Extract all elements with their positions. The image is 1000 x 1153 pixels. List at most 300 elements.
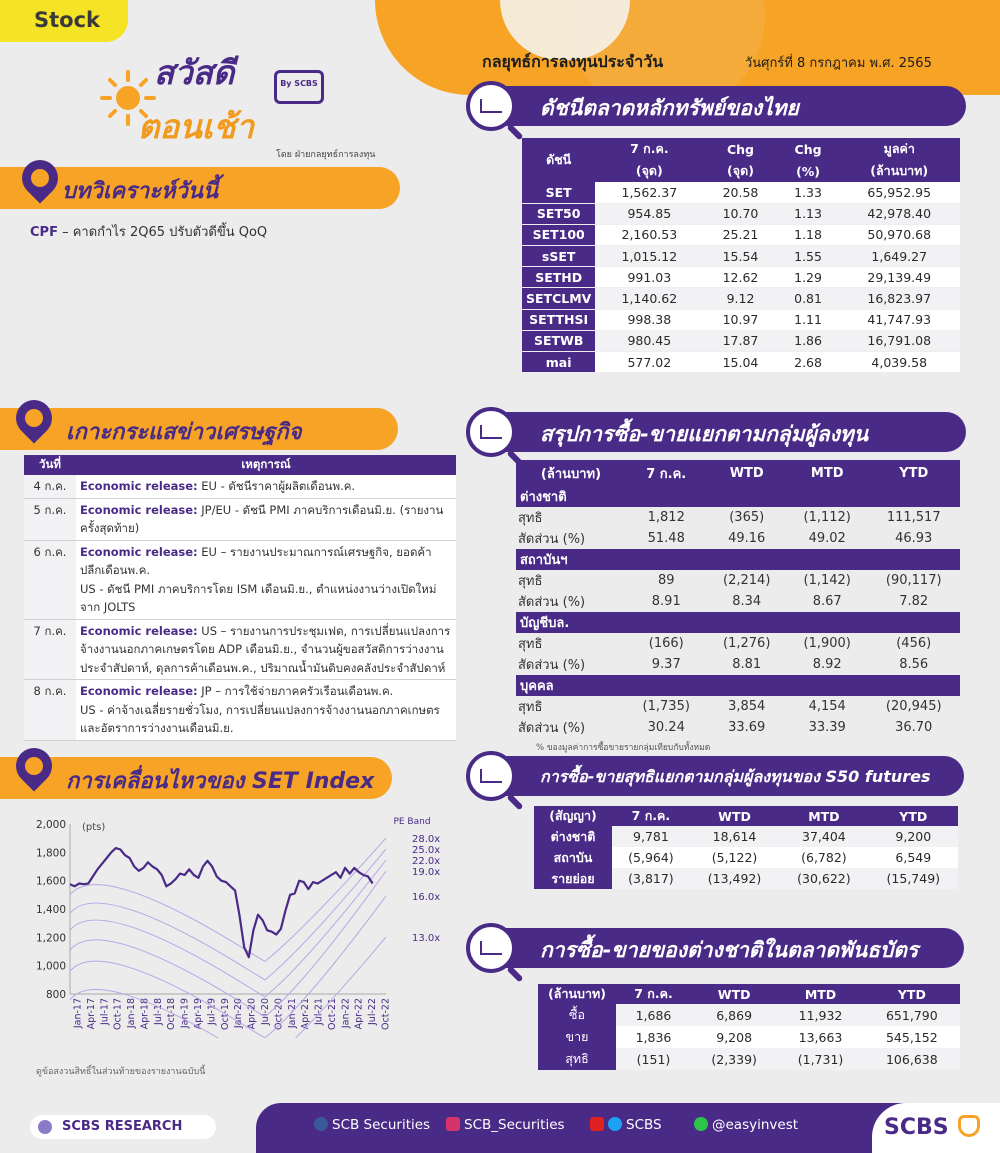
cell: 9,200 <box>869 826 958 847</box>
news-text: JP – การใช้จ่ายภาคครัวเรือนเดือนพ.ค. <box>197 684 394 698</box>
col-event: เหตุการณ์ <box>76 455 456 475</box>
table-row <box>516 654 960 675</box>
search-icon <box>38 1120 52 1134</box>
futures-table <box>534 806 958 889</box>
cell: 2.68 <box>778 352 839 373</box>
news-line <box>80 701 452 738</box>
cell: 577.02 <box>595 352 703 373</box>
table-row <box>522 267 960 288</box>
cell: 25.21 <box>703 224 777 245</box>
col-date: 7 ก.ค. <box>626 460 706 486</box>
row-label: สุทธิ <box>518 574 543 589</box>
cell: 6,549 <box>869 847 958 868</box>
cell: 8.91 <box>651 594 681 609</box>
cell: 1,686 <box>616 1004 691 1026</box>
cell: 9,781 <box>612 826 690 847</box>
news-tag: Economic release: <box>80 479 198 493</box>
table-row <box>516 696 960 717</box>
line-icon <box>694 1117 708 1131</box>
x-tick-label: Jul-21 <box>313 998 325 1025</box>
cell: 1,649.27 <box>838 246 960 267</box>
news-event <box>76 680 456 741</box>
byline: โดย ฝ่ายกลยุทธ์การลงทุน <box>276 150 376 160</box>
facebook-label: SCB Securities <box>332 1117 431 1133</box>
cell: (20,945) <box>885 699 942 714</box>
magnifier-chart-icon <box>466 923 516 973</box>
cell: 16,823.97 <box>838 288 960 309</box>
facebook-icon <box>314 1117 328 1131</box>
row-label: ขาย <box>538 1026 616 1048</box>
cell: (456) <box>896 636 932 651</box>
x-tick-label: Oct-19 <box>219 998 231 1030</box>
group-row <box>516 486 960 507</box>
table-row <box>534 847 958 868</box>
row-label: ต่างชาติ <box>534 826 612 847</box>
cell: 2,160.53 <box>595 224 703 245</box>
row-label: รายย่อย <box>534 868 612 889</box>
pe-band-title: PE Band <box>393 817 431 827</box>
cell: (2,214) <box>723 573 771 588</box>
cell: (5,122) <box>690 847 779 868</box>
facebook-link[interactable] <box>314 1117 430 1133</box>
research-label: SCBS RESEARCH <box>62 1119 183 1134</box>
table-row <box>516 633 960 654</box>
x-tick-label: Jan-18 <box>126 998 138 1029</box>
x-tick-label: Jan-20 <box>233 998 245 1029</box>
x-tick-label: Jul-18 <box>152 998 164 1025</box>
pe-band-label: 22.0x <box>412 856 441 867</box>
set-index-chart <box>24 808 454 1038</box>
index-name: SET100 <box>522 224 595 245</box>
group-label: บุคคล <box>516 675 960 696</box>
row-label: สุทธิ <box>518 511 543 526</box>
set-index-header <box>478 86 966 126</box>
index-name: SET50 <box>522 203 595 224</box>
pe-band-label: 25.0x <box>412 845 441 856</box>
col-date: 7 ก.ค. <box>612 806 690 826</box>
y-axis-label: (pts) <box>82 822 106 833</box>
cell: 8.67 <box>812 594 842 609</box>
instagram-icon <box>446 1117 460 1131</box>
chart-title: การเคลื่อนไหวของ SET Index <box>66 769 375 794</box>
cell: 50,970.68 <box>838 224 960 245</box>
table-row <box>522 352 960 373</box>
news-tag: Economic release: <box>80 544 198 559</box>
table-row <box>538 1004 960 1026</box>
group-row <box>516 675 960 696</box>
col-ytd: YTD <box>867 460 960 486</box>
news-text: JP/EU - ดัชนี PMI ภาคบริการเดือนมิ.ย. (รายงานครั้งสุดท้าย) <box>80 502 444 535</box>
col-value: มูลค่า <box>838 138 960 160</box>
analysis-symbol[interactable]: CPF <box>30 225 58 240</box>
index-name: SETWB <box>522 330 595 351</box>
cell: 6,869 <box>691 1004 777 1026</box>
cell: 17.87 <box>703 330 777 351</box>
magnifier-chart-icon <box>466 751 516 801</box>
analysis-text <box>30 221 267 242</box>
cell: 33.69 <box>728 720 766 735</box>
investor-summary-title: สรุปการซื้อ-ขายแยกตามกลุ่มผู้ลงทุน <box>540 422 869 446</box>
cell: 8.81 <box>732 657 762 672</box>
research-badge[interactable] <box>30 1115 216 1139</box>
col-chg-pts: Chg <box>703 138 777 160</box>
magnifier-chart-icon <box>466 407 516 457</box>
cell: 1,562.37 <box>595 182 703 203</box>
chart-disclaimer: ดูข้อสงวนสิทธิ์ในส่วนท้ายของรายงานฉบับนี้ <box>36 1067 206 1077</box>
index-name: sSET <box>522 246 595 267</box>
logo-cup-icon: By SCBS <box>274 70 324 104</box>
investor-summary-table <box>516 460 960 756</box>
cell: 1,015.12 <box>595 246 703 267</box>
cell: 10.70 <box>703 203 777 224</box>
news-event <box>76 619 456 680</box>
cell: 8.92 <box>812 657 842 672</box>
pe-band-line <box>70 871 386 1017</box>
news-row <box>24 540 456 619</box>
news-line <box>80 501 452 538</box>
index-name: SETCLMV <box>522 288 595 309</box>
table-row <box>534 826 958 847</box>
news-date: 7 ก.ค. <box>24 619 76 680</box>
col-wtd: WTD <box>706 460 786 486</box>
logo-text-2: ตอนเช้า <box>138 107 255 146</box>
cell: (1,735) <box>642 699 690 714</box>
group-label: ต่างชาติ <box>516 486 960 507</box>
cell: 12.62 <box>703 267 777 288</box>
cell: 3,854 <box>728 699 766 714</box>
footnote: % ของมูลค่าการซื้อขายรายกลุ่มเทียบกับทั้งหมด <box>536 743 711 753</box>
cell: 545,152 <box>864 1026 960 1048</box>
cell: 29,139.49 <box>838 267 960 288</box>
cell: 33.39 <box>808 720 846 735</box>
row-label: สัดส่วน (%) <box>518 658 586 673</box>
cell: 9.37 <box>651 657 681 672</box>
col-wtd: WTD <box>691 984 777 1004</box>
scbs-emblem-icon <box>958 1115 980 1137</box>
scbs-brand: SCBS <box>884 1115 949 1140</box>
cell: 111,517 <box>886 510 941 525</box>
pe-band-label: 16.0x <box>412 892 441 903</box>
col-unit: (ล้านบาท) <box>538 984 616 1004</box>
cell: 10.97 <box>703 309 777 330</box>
table-row <box>522 203 960 224</box>
cell: 37,404 <box>779 826 868 847</box>
pe-band-label: 28.0x <box>412 834 441 845</box>
cell: (15,749) <box>869 868 958 889</box>
unit-pts: (จุด) <box>595 160 703 182</box>
y-tick-label: 1,000 <box>35 960 66 973</box>
x-tick-label: Jul-22 <box>367 998 379 1025</box>
pe-band-label: 19.0x <box>412 867 441 878</box>
cell: 15.04 <box>703 352 777 373</box>
cell: 1.13 <box>778 203 839 224</box>
cell: 1,812 <box>647 510 685 525</box>
cell: (13,492) <box>690 868 779 889</box>
row-label: สัดส่วน (%) <box>518 595 586 610</box>
row-label: สุทธิ <box>518 637 543 652</box>
news-date: 8 ก.ค. <box>24 680 76 741</box>
cell: (6,782) <box>779 847 868 868</box>
futures-header <box>478 756 964 796</box>
instagram-label: SCB_Securities <box>464 1117 565 1133</box>
group-label: บัญชีบล. <box>516 612 960 633</box>
x-tick-label: Apr-21 <box>300 998 312 1030</box>
news-text: US - ดัชนี PMI ภาคบริการโดย ISM เดือนมิ.ย., ตำแหน่งงานว่างเปิดใหม่จาก JOLTS <box>80 581 437 614</box>
index-name: SETHD <box>522 267 595 288</box>
col-mtd: MTD <box>777 984 863 1004</box>
cell: 65,952.95 <box>838 182 960 203</box>
logo <box>98 38 368 158</box>
cell: (1,112) <box>803 510 851 525</box>
x-tick-label: Oct-22 <box>380 998 392 1030</box>
twitter-icon <box>608 1117 622 1131</box>
cell: 46.93 <box>895 531 933 546</box>
scbs-logo <box>872 1103 1000 1153</box>
group-row <box>516 549 960 570</box>
table-row <box>522 246 960 267</box>
row-label: ซื้อ <box>538 1004 616 1026</box>
cell: 89 <box>657 573 675 588</box>
cell: (2,339) <box>691 1048 777 1070</box>
unit-mb: (ล้านบาท) <box>838 160 960 182</box>
news-text: EU - ดัชนีราคาผู้ผลิตเดือนพ.ค. <box>197 479 356 493</box>
table-row <box>538 1048 960 1070</box>
table-header-row <box>24 455 456 475</box>
news-line <box>80 543 452 580</box>
row-label: สุทธิ <box>538 1048 616 1070</box>
cell: (166) <box>648 636 684 651</box>
investor-summary-header <box>478 412 966 452</box>
news-event <box>76 540 456 619</box>
news-line <box>80 682 452 701</box>
table-row <box>522 182 960 203</box>
set-index-table <box>522 138 960 373</box>
cell: (5,964) <box>612 847 690 868</box>
table-header-row <box>534 806 958 826</box>
analysis-header <box>0 167 400 209</box>
pe-band-line <box>70 860 386 997</box>
table-row <box>538 1026 960 1048</box>
cell: 42,978.40 <box>838 203 960 224</box>
cell: 1,836 <box>616 1026 691 1048</box>
group-row <box>516 612 960 633</box>
cell: 15.54 <box>703 246 777 267</box>
index-name: mai <box>522 352 595 373</box>
table-row <box>522 288 960 309</box>
table-row <box>516 570 960 591</box>
cell: 998.38 <box>595 309 703 330</box>
cell: 36.70 <box>895 720 933 735</box>
bonds-title: การซื้อ-ขายของต่างชาติในตลาดพันธบัตร <box>540 938 919 962</box>
table-header-row <box>516 460 960 486</box>
news-title: เกาะกระแสข่าวเศรษฐกิจ <box>66 420 302 445</box>
futures-title: การซื้อ-ขายสุทธิแยกตามกลุ่มผู้ลงทุนของ S50 futures <box>540 767 931 786</box>
news-tag: Economic release: <box>80 684 198 698</box>
cell: 954.85 <box>595 203 703 224</box>
y-tick-label: 1,400 <box>35 904 66 916</box>
youtube-icon <box>590 1117 604 1131</box>
line-label: @easyinvest <box>712 1117 799 1133</box>
cell: (3,817) <box>612 868 690 889</box>
report-date: วันศุกร์ที่ 8 กรกฎาคม พ.ศ. 2565 <box>745 56 932 71</box>
cell: 41,747.93 <box>838 309 960 330</box>
news-text: EU – รายงานประมาณการณ์เศรษฐกิจ, ยอดค้าปลีกเดือนพ.ค. <box>80 544 432 577</box>
cell: 980.45 <box>595 330 703 351</box>
cell: 1.29 <box>778 267 839 288</box>
row-label: สัดส่วน (%) <box>518 532 586 547</box>
unit-pts: (จุด) <box>703 160 777 182</box>
bonds-header <box>478 928 964 968</box>
pe-band-line <box>70 849 386 980</box>
cell: (1,900) <box>803 636 851 651</box>
table-row <box>516 591 960 612</box>
magnifier-chart-icon <box>466 81 516 131</box>
news-tag: Economic release: <box>80 623 198 638</box>
cell: 0.81 <box>778 288 839 309</box>
cell: (1,276) <box>723 636 771 651</box>
index-name: SET <box>522 182 595 203</box>
col-date: วันที่ <box>24 455 76 475</box>
cell: (151) <box>616 1048 691 1070</box>
cell: 30.24 <box>647 720 685 735</box>
x-tick-label: Apr-22 <box>353 998 365 1030</box>
table-header-row <box>538 984 960 1004</box>
cell: (90,117) <box>885 573 942 588</box>
x-tick-label: Jan-19 <box>179 998 191 1029</box>
y-tick-label: 2,000 <box>35 819 66 831</box>
y-tick-label: 800 <box>45 989 66 1001</box>
news-header <box>0 408 398 450</box>
table-row <box>522 330 960 351</box>
news-row <box>24 619 456 680</box>
x-tick-label: Jan-21 <box>286 998 298 1029</box>
cell: 4,154 <box>808 699 846 714</box>
line-link[interactable] <box>694 1117 798 1133</box>
cell: (1,731) <box>777 1048 863 1070</box>
col-ytd: YTD <box>864 984 960 1004</box>
cell: 49.16 <box>728 531 766 546</box>
youtube-twitter-link[interactable] <box>590 1117 662 1133</box>
analysis-title: บทวิเคราะห์วันนี้ <box>62 179 218 204</box>
col-date: 7 ก.ค. <box>616 984 691 1004</box>
set-index-title: ดัชนีตลาดหลักทรัพย์ของไทย <box>540 96 799 120</box>
instagram-link[interactable] <box>446 1117 565 1133</box>
x-tick-label: Apr-20 <box>246 998 258 1030</box>
set-index-line <box>70 848 373 957</box>
youtube-twitter-label: SCBS <box>626 1117 662 1133</box>
cell: 991.03 <box>595 267 703 288</box>
news-table <box>24 455 456 741</box>
col-chg-pct: Chg <box>778 138 839 160</box>
news-line <box>80 580 452 617</box>
col-ytd: YTD <box>869 806 958 826</box>
col-date: 7 ก.ค. <box>595 138 703 160</box>
col-wtd: WTD <box>690 806 779 826</box>
cell: 13,663 <box>777 1026 863 1048</box>
table-row <box>516 717 960 738</box>
cell: (30,622) <box>779 868 868 889</box>
group-label: สถาบันฯ <box>516 549 960 570</box>
cell: 11,932 <box>777 1004 863 1026</box>
pe-band-label: 13.0x <box>412 933 441 944</box>
cell: 1.11 <box>778 309 839 330</box>
news-line <box>80 477 452 496</box>
cell: 1,140.62 <box>595 288 703 309</box>
x-tick-label: Jul-19 <box>206 998 218 1025</box>
news-row <box>24 680 456 741</box>
table-row <box>516 528 960 549</box>
news-date: 5 ก.ค. <box>24 498 76 540</box>
news-tag: Economic release: <box>80 502 198 517</box>
cell: (1,142) <box>803 573 851 588</box>
report-title: กลยุทธ์การลงทุนประจำวัน <box>482 52 664 71</box>
cell: (365) <box>729 510 765 525</box>
y-tick-label: 1,200 <box>35 932 66 945</box>
news-row <box>24 475 456 498</box>
cell: 49.02 <box>808 531 846 546</box>
cell: 7.82 <box>899 594 929 609</box>
table-row <box>522 309 960 330</box>
x-tick-label: Oct-18 <box>166 998 178 1030</box>
news-event <box>76 498 456 540</box>
y-tick-label: 1,800 <box>35 847 66 860</box>
cell: 9.12 <box>703 288 777 309</box>
cell: 651,790 <box>864 1004 960 1026</box>
news-text: US - ค่าจ้างเฉลี่ยรายชั่วโมง, การเปลี่ยนแปลงการจ้างงานนอกภาคเกษตรและอัตราการว่างงานเดือนมิ.ย. <box>80 702 440 735</box>
x-tick-label: Oct-21 <box>326 998 338 1030</box>
cell: 18,614 <box>690 826 779 847</box>
col-mtd: MTD <box>787 460 867 486</box>
table-row <box>534 868 958 889</box>
x-tick-label: Jul-20 <box>259 998 271 1025</box>
table-row <box>522 224 960 245</box>
row-label: สถาบัน <box>534 847 612 868</box>
cell: 1.33 <box>778 182 839 203</box>
analysis-desc: – คาดกำไร 2Q65 ปรับตัวดีขึ้น QoQ <box>57 225 268 240</box>
cell: 8.56 <box>899 657 929 672</box>
cell: 9,208 <box>691 1026 777 1048</box>
logo-text-1: สวัสดี <box>154 53 235 92</box>
col-unit: (ล้านบาท) <box>516 460 626 486</box>
row-label: สุทธิ <box>518 700 543 715</box>
news-line <box>80 622 452 678</box>
x-tick-label: Jan-17 <box>72 998 84 1029</box>
index-name: SETTHSI <box>522 309 595 330</box>
cell: 8.34 <box>732 594 762 609</box>
cell: 20.58 <box>703 182 777 203</box>
cell: 51.48 <box>647 531 685 546</box>
cell: 1.86 <box>778 330 839 351</box>
news-row <box>24 498 456 540</box>
stock-tab: Stock <box>0 0 128 42</box>
col-mtd: MTD <box>779 806 868 826</box>
unit-pct: (%) <box>778 160 839 182</box>
x-tick-label: Apr-19 <box>193 998 205 1030</box>
news-text: US – รายงานการประชุมเฟด, การเปลี่ยนแปลงการจ้างงานนอกภาคเกษตรโดย ADP เดือนมิ.ย., จำนวนผู้ขอสวัสดิการว่างงานประจำสัปดาห์, ดุลการค้าเดือนพ.ค., ปริมาณน้ำมันดิบคงคลังประจำสัปดาห์ <box>80 623 451 675</box>
cell: 1.55 <box>778 246 839 267</box>
bonds-table <box>538 984 960 1070</box>
table-row <box>516 507 960 528</box>
x-tick-label: Oct-20 <box>273 998 285 1030</box>
col-unit: (สัญญา) <box>534 806 612 826</box>
table-header-row <box>522 138 960 160</box>
x-tick-label: Jan-22 <box>340 998 352 1029</box>
footnote-row <box>516 738 960 756</box>
y-tick-label: 1,600 <box>35 875 66 888</box>
col-index: ดัชนี <box>522 138 595 182</box>
news-date: 6 ก.ค. <box>24 540 76 619</box>
news-date: 4 ก.ค. <box>24 475 76 498</box>
